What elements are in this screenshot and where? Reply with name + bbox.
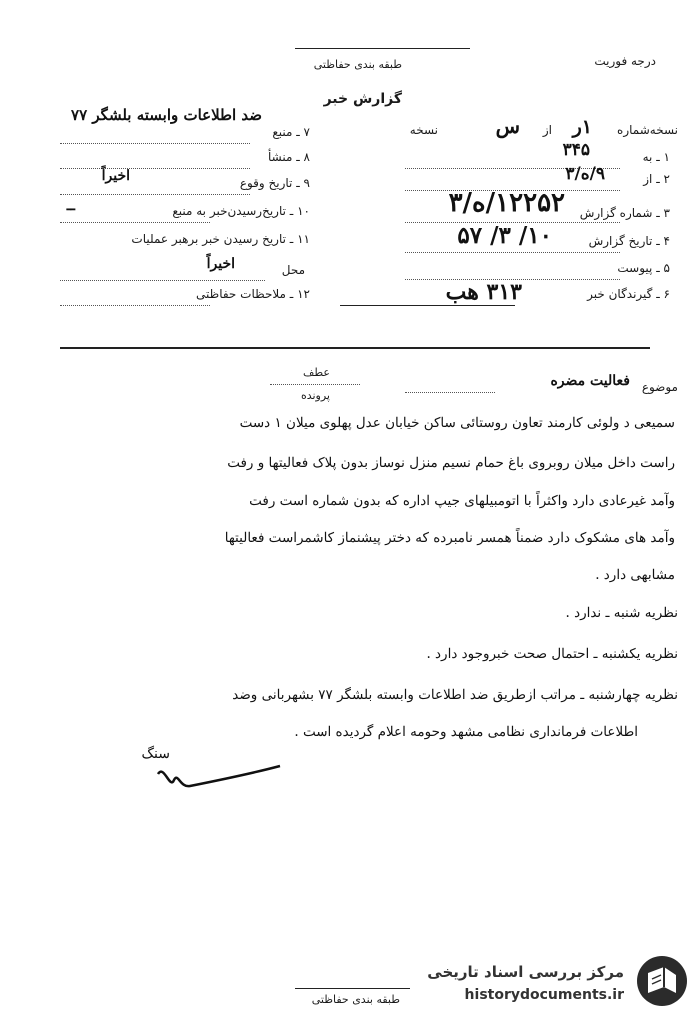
watermark-url: historydocuments.ir [464, 987, 624, 1003]
copy-suffix: نسخه [409, 123, 438, 137]
copy-number: ۱ر [572, 116, 592, 138]
field-value-event-date: اخیراً [101, 168, 130, 184]
body-line: راست داخل میلان روبروی باغ حمام نسیم منزل نوساز بدون پلاک فعالیتها و رفت [227, 455, 675, 471]
recipients-underline [340, 305, 515, 306]
copy-total: س [495, 114, 520, 138]
field-label-from: ۲ ـ از [643, 172, 670, 186]
field-dots-security-notes [60, 305, 210, 306]
body-line: مشابهی دارد . [595, 567, 675, 583]
classification-bottom-line [295, 988, 410, 989]
body-line: نظریه یکشنبه ـ احتمال صحت خبروجود دارد . [426, 646, 678, 662]
field-label-origin: ۸ ـ منشأ [267, 150, 310, 164]
unit-name: ضد اطلاعات وابسته بلشگر ۷۷ [71, 106, 262, 124]
field-value-location: اخیراً [206, 256, 235, 272]
atf-label: عطف [303, 366, 330, 379]
subject-dots [405, 392, 495, 393]
copy-from: از [542, 123, 552, 137]
field-label-report-date: ۴ ـ تاریخ گزارش [588, 234, 670, 248]
body-line: اطلاعات فرمانداری نظامی مشهد وحومه اعلام گردیده است . [294, 724, 638, 740]
body-line: نظریه شنبه ـ ندارد . [565, 605, 678, 621]
field-label-location: محل [281, 263, 305, 277]
field-dots-news-to-source [60, 222, 210, 223]
field-label-security-notes: ۱۲ ـ ملاحظات حفاظتی [196, 287, 310, 301]
field-label-report-number: ۳ ـ شماره گزارش [579, 206, 670, 220]
field-dots-location [60, 280, 265, 281]
field-value-report-number: ۱۲۲۵۲/ه/۳ [448, 188, 565, 218]
field-value-report-date: ۱۰/ ۳/ ۵۷ [457, 222, 552, 249]
field-label-recipients: ۶ ـ گیرندگان خبر [587, 287, 670, 301]
signature-scribble [150, 760, 290, 800]
field-dots-report-date [405, 252, 620, 253]
body-line: نظریه چهارشنبه ـ مراتب ازطریق ضد اطلاعات وابسته بلشگر ۷۷ بشهربانی وضد [232, 687, 678, 703]
field-label-source: ۷ ـ منبع [272, 125, 310, 139]
field-value-from: ۹/ه/۳ [565, 164, 605, 184]
field-value-to: ۳۴۵ [562, 140, 590, 160]
field-dots-source [60, 143, 250, 144]
header-separator [60, 347, 650, 349]
field-value-recipients: ۳۱۳ هب [445, 279, 522, 305]
classification-top: طبقه بندی حفاظتی [313, 58, 402, 71]
field-dots-event-date [60, 194, 250, 195]
field-value-news-to-source: ــ [66, 198, 75, 214]
archive-book-logo-icon [634, 953, 690, 1009]
subject-label: موضوع [641, 380, 678, 394]
field-label-to: ۱ ـ به [642, 150, 670, 164]
field-label-event-date: ۹ ـ تاریخ وقوع [239, 176, 310, 190]
classification-bottom: طبقه بندی حفاظتی [311, 993, 400, 1006]
subject-value: فعالیت مضره [550, 373, 630, 389]
priority-label: درجه فوریت [594, 54, 656, 68]
signature-text: سنگ [141, 746, 170, 762]
watermark-title: مرکز بررسی اسناد تاریخی [427, 963, 624, 981]
body-line: وآمد غیرعادی دارد واکثراً با اتومبیلهای جیپ اداره که بدون شماره است رفت [249, 493, 675, 509]
body-line: وآمد های مشکوک دارد ضمناً همسر نامبرده که دختر پیشنماز کاشمراست فعالیتها [224, 530, 675, 546]
parvande-label: پرونده [300, 389, 330, 402]
field-dots-origin [60, 168, 250, 169]
atf-dots [270, 384, 360, 385]
report-title: گزارش خبر [323, 91, 402, 107]
body-line: سمیعی د ولوئی کارمند تعاون روستائی ساکن خیابان عدل پهلوی میلان ۱ دست [239, 415, 675, 431]
field-label-news-to-leader: ۱۱ ـ تاریخ رسیدن خبر برهبر عملیات [131, 232, 310, 246]
field-label-news-to-source: ۱۰ ـ تاریخ‌رسیدن‌خبر به منبع [172, 204, 310, 218]
field-label-attachment: ۵ ـ پیوست [617, 261, 670, 275]
copy-line-label: نسخه‌شماره [617, 123, 678, 137]
